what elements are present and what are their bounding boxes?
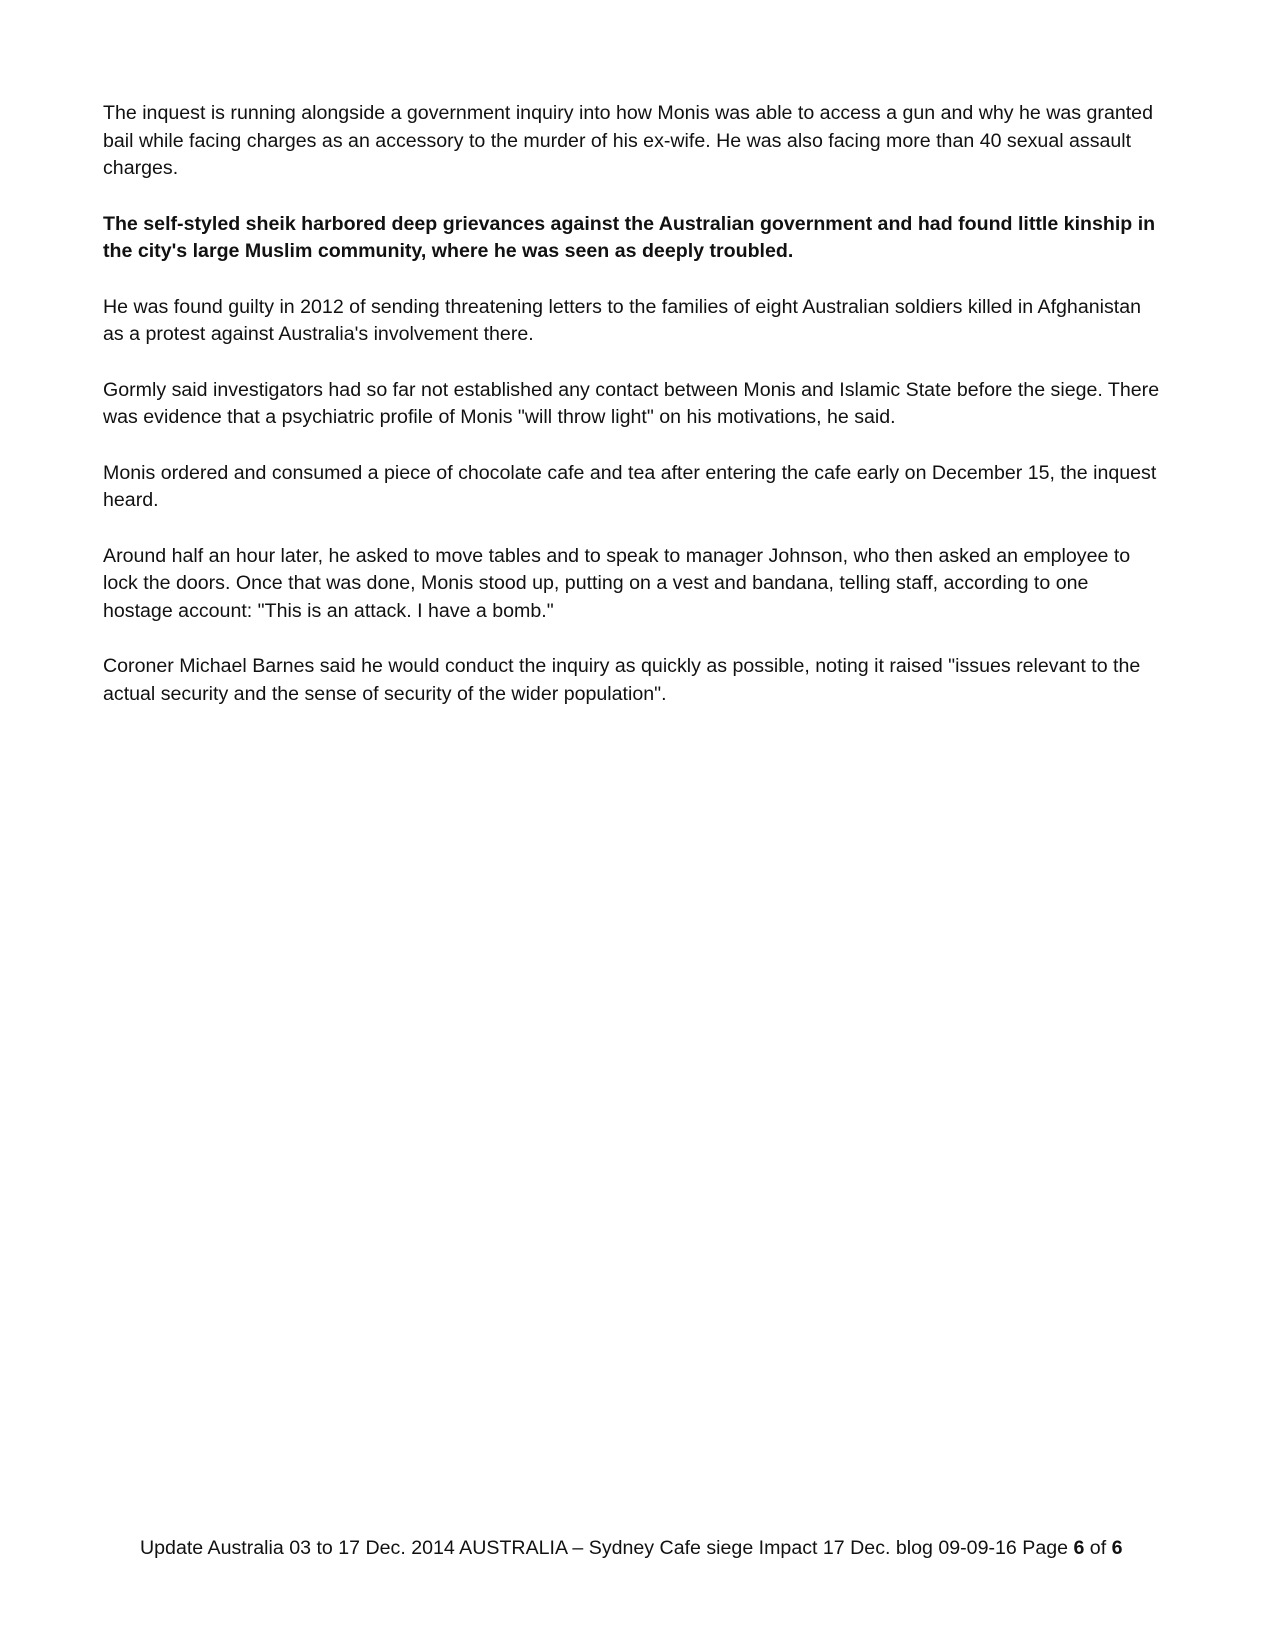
paragraph-1: The inquest is running alongside a government inquiry into how Monis was able to access a gun and why he was granted bail while facing charges as an accessory to the murder of his ex-wife. He was also facing more than 40 sexual assault charges. (103, 102, 1153, 179)
document-body (103, 100, 1163, 736)
footer-page-total: 6 (1111, 1537, 1123, 1559)
footer-text: Update Australia 03 to 17 Dec. 2014 AUSTRALIA – Sydney Cafe siege Impact 17 Dec. blog 09-09-16 Page (140, 1537, 1074, 1559)
footer-page-current: 6 (1073, 1537, 1085, 1559)
paragraph-2-bold: The self-styled sheik harbored deep grievances against the Australian government and had found little kinship in the city's large Muslim community, where he was seen as deeply troubled. (103, 212, 1156, 262)
paragraph-7: Coroner Michael Barnes said he would conduct the inquiry as quickly as possible, noting it raised "issues relevant to the actual security and the sense of security of the wider population". (103, 655, 1141, 705)
paragraph-3: He was found guilty in 2012 of sending threatening letters to the families of eight Australian soldiers killed in Afghanistan as a protest against Australia's involvement there. (103, 295, 1142, 345)
paragraph-5: Monis ordered and consumed a piece of chocolate cafe and tea after entering the cafe early on December 15, the inquest heard. (103, 461, 1157, 511)
paragraph-4: Gormly said investigators had so far not established any contact between Monis and Islamic State before the siege. There was evidence that a psychiatric profile of Monis "will throw light" on his motivations, he said. (103, 378, 1160, 428)
page-footer (140, 1535, 1140, 1562)
footer-of-label: of (1084, 1537, 1112, 1559)
paragraph-6: Around half an hour later, he asked to move tables and to speak to manager Johnson, who then asked an employee to lock the doors. Once that was done, Monis stood up, putting on a vest and bandana, telling staff, according to one hostage account: "This is an attack. I have a bomb." (103, 544, 1131, 622)
